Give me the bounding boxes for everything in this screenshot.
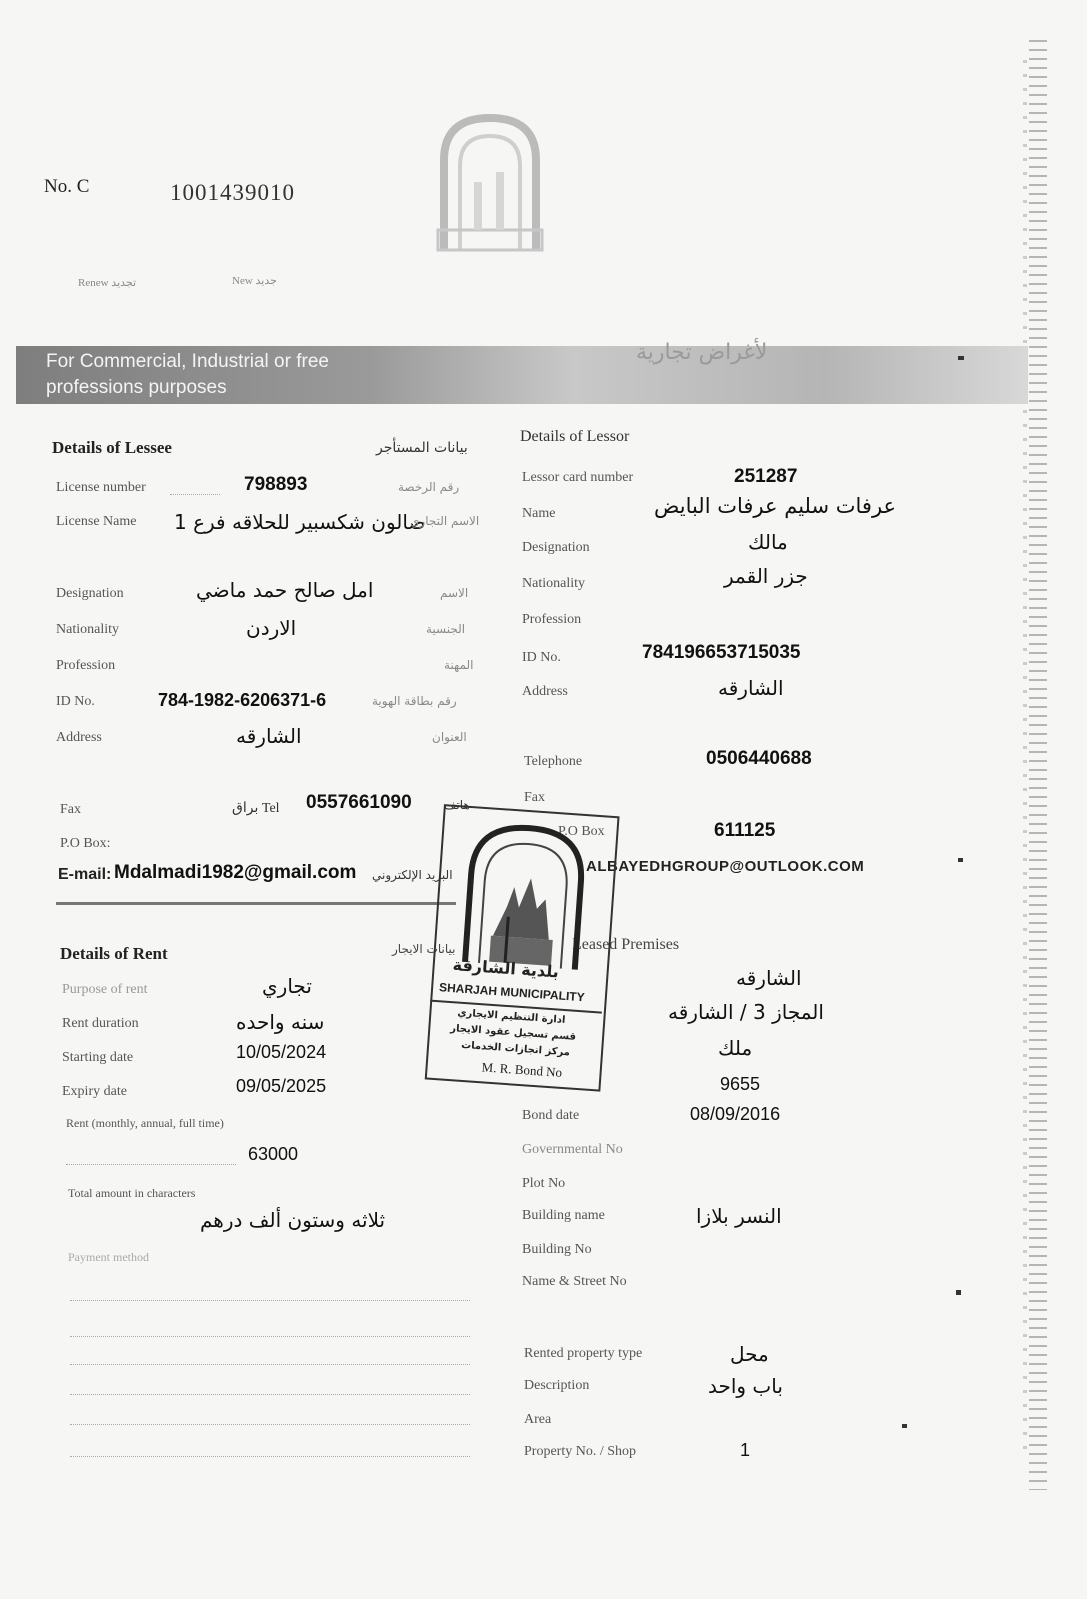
rent-purpose: تجاري [262,974,312,998]
purpose-banner [16,340,1028,404]
contract-number: 1001439010 [170,180,295,205]
lessee-address: الشارقه [236,724,302,748]
rent-duration: سنه واحده [236,1010,325,1034]
banner-arabic: لأغراض تجارية [636,340,768,365]
stamp-emblem-icon [445,813,605,973]
lessee-license-name-label: License Name [56,514,137,529]
lessor-address: الشارقه [718,676,784,700]
premises-property-type-label: Rented property type [524,1346,643,1361]
stamp-line-2: قسم تسجيل عقود الايجار [449,1023,577,1043]
lessee-designation-label: Designation [56,586,124,601]
rent-expiry-date: 09/05/2025 [236,1076,327,1096]
premises-area: المجاز 3 / الشارقه [668,1000,824,1024]
lessor-card-label: Lessor card number [522,470,634,485]
stamp-line-3: مركز انجازات الخدمات [460,1039,571,1059]
lessee-profession-label: Profession [56,658,116,673]
rent-amount: 63000 [248,1144,299,1164]
premises-description: باب واحد [708,1374,783,1398]
lessor-address-label: Address [522,684,568,699]
rent-start-label: Starting date [62,1050,134,1065]
lessee-tel-label: براق Tel [232,801,280,816]
scan-speck [958,858,963,862]
stamp-line-1: ادارة التنظيم الايجاري [457,1007,566,1027]
rent-duration-label: Rent duration [62,1016,139,1031]
lessee-tel-label-ar: هاتف [444,798,470,812]
lessee-email: Mdalmadi1982@gmail.com [114,862,357,883]
lessor-title: Details of Lessor [520,428,630,445]
lessee-designation: امل صالح حمد ماضي [196,578,374,602]
lessor-id-number: 784196653715035 [642,642,801,663]
premises-governmental-label: Governmental No [522,1142,623,1157]
municipality-logo-icon [434,112,546,254]
municipality-stamp [424,804,623,1096]
lessor-fax-label: Fax [524,790,545,805]
new-label: New جديد [232,275,277,287]
lessee-email-label: E-mail: [58,866,112,883]
lessee-title: Details of Lessee [52,438,172,457]
lessor-designation-label: Designation [522,540,590,555]
lessee-address-label-ar: العنوان [432,730,467,744]
rent-total-chars: ثلاثه وستون ألف درهم [200,1208,386,1232]
lessee-license-name-label-ar: الاسم التجاري [410,514,480,528]
scan-speck [902,1424,907,1428]
rent-total-chars-label: Total amount in characters [68,1186,196,1200]
rent-purpose-label: Purpose of rent [62,982,148,997]
lessor-id-label: ID No. [522,650,561,665]
lessor-email: ALBAYEDHGROUP@OUTLOOK.COM [586,858,865,875]
lessor-profession-label: Profession [522,612,582,627]
premises-title: Leased Premises [572,936,680,953]
contract-no-label: No. C [44,176,90,197]
lessor-nationality: جزر القمر [724,564,808,588]
premises-plot-label: Plot No [522,1176,566,1191]
stamp-name-en: SHARJAH MUNICIPALITY [438,980,586,1005]
premises-description-label: Description [524,1378,590,1393]
lessee-fax-label: Fax [60,802,81,817]
rent-expiry-label: Expiry date [62,1084,127,1099]
lessee-nationality-label-ar: الجنسية [426,622,466,636]
rent-start-date: 10/05/2024 [236,1042,327,1062]
lessee-profession-label-ar: المهنة [444,658,474,672]
scan-edge-inner [1023,60,1027,1460]
lessee-id-label-ar: رقم بطاقة الهوية [372,694,457,708]
lessee-po-box-label: P.O Box: [60,836,111,851]
banner-line-2: professions purposes [46,377,227,398]
lessor-nationality-label: Nationality [522,576,585,591]
lessee-title-ar: بيانات المستأجر [376,440,468,456]
rent-title: Details of Rent [60,944,168,963]
scan-speck [956,1290,961,1295]
premises-property-number: 1 [740,1440,751,1460]
lessee-nationality-label: Nationality [56,622,119,637]
lessee-nationality: الاردن [246,616,297,640]
stamp-bond-ref: M. R. Bond No [481,1059,563,1080]
premises-city: الشارقه [736,966,802,990]
premises-ownership: ملك [718,1036,753,1060]
scan-speck [958,356,964,360]
rent-amount-label: Rent (monthly, annual, full time) [66,1116,224,1130]
lessee-license-name: صالون شكسبير للحلاقه فرع 1 [174,510,426,534]
premises-bond-date: 08/09/2016 [690,1104,781,1124]
premises-bond-number: 9655 [720,1074,761,1094]
premises-building-name: النسر بلازا [696,1204,782,1228]
premises-building-name-label: Building name [522,1208,605,1223]
scan-edge [1029,40,1047,1490]
rent-payment-label: Payment method [68,1250,149,1264]
banner-line-1: For Commercial, Industrial or free [46,351,329,372]
renew-label: Renew تجديد [78,277,137,289]
premises-area-label: Area [524,1412,552,1427]
rent-title-ar: بيانات الايجار [392,942,456,956]
lessee-email-label-ar: البريد الإلكتروني [372,868,453,882]
premises-bond-date-label: Bond date [522,1108,580,1123]
lessee-id-number: 784-1982-6206371-6 [158,690,327,710]
lessee-id-label: ID No. [56,694,95,709]
section-divider [56,902,456,905]
premises-building-no-label: Building No [522,1242,592,1257]
lessor-card-number: 251287 [734,466,798,487]
lessor-name: عرفات سليم عرفات البايض [654,494,897,518]
lessor-name-label: Name [522,506,556,521]
lessor-po-box: 611125 [714,820,776,841]
lessee-license-number-label: License number [56,480,146,495]
premises-street-label: Name & Street No [522,1274,627,1289]
lessee-designation-label-ar: الاسم [440,586,469,600]
lessor-designation: مالك [748,530,788,554]
lessee-license-number: 798893 [244,474,308,495]
stamp-name-ar: بلدية الشارقة [452,955,560,982]
lessee-license-number-label-ar: رقم الرخصة [398,480,460,494]
lessor-telephone: 0506440688 [706,748,812,769]
lessor-telephone-label: Telephone [524,754,583,769]
lessee-address-label: Address [56,730,102,745]
premises-property-type: محل [730,1342,769,1366]
lessor-po-box-label: P.O Box [558,824,605,839]
premises-property-no-label: Property No. / Shop [524,1444,636,1459]
lessee-telephone: 0557661090 [306,792,412,813]
